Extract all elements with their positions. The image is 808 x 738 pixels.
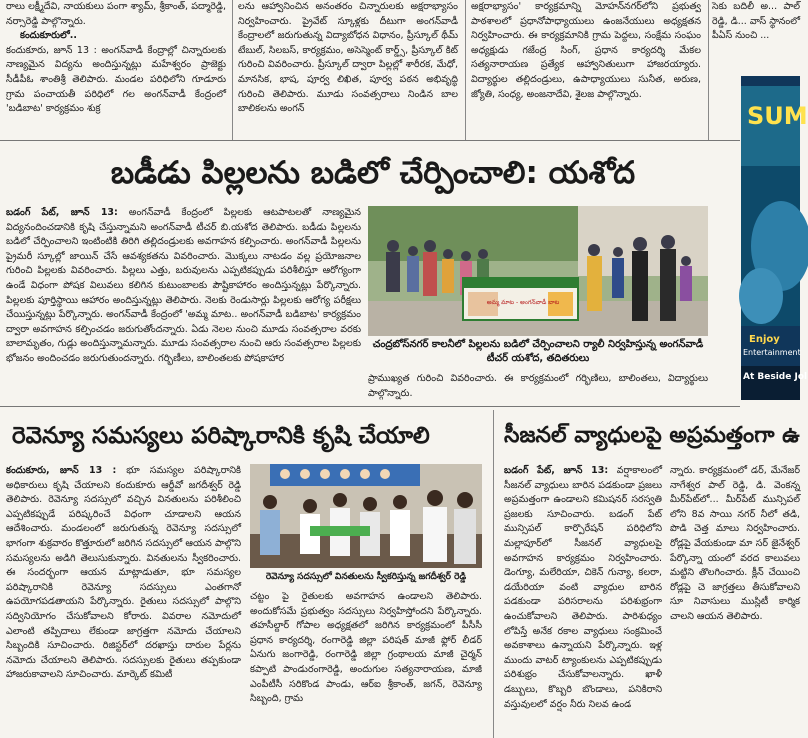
article1-body-continued [368, 372, 708, 404]
ad-line3: At Beside Jol [743, 372, 808, 382]
top-col1-subhead: కందుకూరులో.. [20, 30, 77, 42]
top-col3-text: అక్షరాభ్యాసం' కార్యక్రమాన్ని మోహన్‌నగర్‌లోని ప్రభుత్వ పాఠశాలలో ప్రధానోపాధ్యాయులు ఉంజనేయులు అధ్యక్షతన నిర్వహించారు. ఈ కార్యక్రమానికి గ్రామ పెద్దలు, సంక్షేమ సంఘం అధ్యక్షుడు గజేంద్ర సింగ్, ప్రధాన కార్యదర్శి మేకల సత్యనారాయణ ప్రత్యేక ఆహ్వానితులుగా హాజరయ్యారు. విద్యార్థుల తల్లిదండ్రులు, ఉపాధ్యాయులు సునీత, అరుణ, జ్యోతి, సంధ్య, అంజనాదేవి, శైలజ పాల్గొన్నారు. [471, 1, 701, 100]
article2-dateline: కందుకూరు, జూన్ 13 : [6, 465, 117, 476]
top-column-4 [712, 0, 800, 62]
rule [0, 140, 740, 141]
column-divider [708, 0, 709, 140]
column-divider [465, 0, 466, 140]
article3-dateline: బడంగ్ పేట్, జూన్ 13: [504, 465, 609, 476]
article1-dateline: బడంగ్ పేట్, జూన్ 13: [6, 207, 118, 218]
article2-body-col2 [250, 590, 482, 738]
article1-body-cont-text: ప్రాముఖ్యత గురించి వివరించారు. ఈ కార్యక్రమంలో గర్భిణిలు, బాలింతలు, విద్యార్థులు పాల్గొన్నారు. [368, 373, 708, 399]
article2-photo-caption: రెవెన్యూ సదస్సులో వినతులను స్వీకరిస్తున్న జగదీశ్వర్ రెడ్డి [265, 572, 467, 582]
article1-photo [368, 206, 708, 336]
article1-headline: బడీడు పిల్లలను బడిలో చేర్పించాలి: యశోద [110, 155, 636, 191]
column-divider [493, 410, 494, 738]
article3-headline: సీజనల్ వ్యాధులపై అప్రమత్తంగా ఉ [504, 423, 800, 448]
article2-body2-text: చట్టం పై రైతులకు అవగాహన ఉండాలని తెలిపారు. అందుకోసమే ప్రభుత్వం సదస్సులు నిర్వహిస్తోందని పేర్కొన్నారు. తహసీల్దార్ గోపాల అధ్యక్షతలో జరిగిన కార్యక్రమంలో పీసీసీ ప్రధాన కార్యదర్శి, రంగారెడ్డి జిల్లా పరిషత్ మాజీ ఫ్లోర్ లీడర్ ఏనుగు జంగారెడ్డి, రంగారెడ్డి జిల్లా గ్రంథాలయ మాజీ చైర్మన్ కప్పాటి పాండురంగారెడ్డి, అందుగుల సత్యనారాయణ, మాజీ ఎంపీటీసీ సరికొండ పాండు, ఆర్‌ఐ శ్రీకాంత్, జగన్, రెవెన్యూ సిబ్బంది, గ్రామ [250, 591, 482, 705]
banner-text: అమ్మ మాట - అంగన్‌వాడీ బాట [486, 299, 560, 306]
article2-photo [250, 464, 482, 568]
top-column-1 [6, 0, 226, 138]
article2-body [6, 464, 241, 738]
top-col2-text: లను ఆహ్వానించిన అనంతరం చిన్నారులకు అక్షరాభ్యాసం నిర్వహించారు. ప్రైవేట్ స్కూళ్లకు దీటుగా అంగన్‌వాడీ కేంద్రాలలో జరుగుతున్న విద్యాబోధన విధానం, ప్రీస్కూల్ థీమ్ టేబుల్, సిలబస్, కార్యక్రమం, అసెస్మెంట్ కార్డ్స్, ప్రీస్కూల్ కిట్ గురించి వివరించారు. ప్రీస్కూల్ ద్వారా పిల్లల్లో శారీరక, మేధో, మానసిక, భాష, పూర్వ లిఖిత, పూర్వ పఠన అభివృద్ధి గురించి తెలిపారు. మూడు సంవత్సరాలు నిండిన బాల బాలికలను అంగన్ [238, 1, 458, 115]
article1-body [6, 206, 361, 404]
top-col4-text: సెకు బదిలీ అ... పాల్ రెడ్డి, డి... వాస్ స్థానంలో పీఏస్ నుంచి ... [712, 1, 800, 42]
group-photo-image [368, 206, 708, 336]
ad-line2: Entertainment [743, 348, 801, 357]
article3-body [504, 464, 662, 738]
top-column-3 [471, 0, 701, 138]
advertisement [741, 76, 808, 400]
ad-line1: Enjoy [749, 334, 780, 345]
article3-body-text: వర్షాకాలంలో సీజనల్ వ్యాధులు బారిన పడకుండా ప్రజలు అప్రమత్తంగా ఉండాలని కమిషనర్ సరస్వతి ప్రజలకు సూచించారు. బడంగ్ పేట్ మున్సిపల్ కార్పొరేషన్ పరిధిలోని మల్లాపూర్‌లో సీజనల్ వ్యాధులపై అవగాహన కార్యక్రమం నిర్వహించారు. డెంగ్యూ, మలేరియా, చికెన్ గున్యా, కలరా, డయేరియా వంటి వ్యాధుల బారిన పడకుండా పరిసరాలను పరిశుభ్రంగా ఉంచుకోవాలని తెలిపారు. పారిశుధ్యం లోపిస్తే అనేక రకాల వ్యాధులు సంక్రమించే అవకాశాలు ఉన్నాయని పేర్కొన్నారు. ఇళ్ల ముందు వాటర్ ట్యాంకులను ఎప్పటికప్పుడు పరిశుభ్రం చేసుకోవాలన్నారు. ఖాళీ డబ్బులు, కొబ్బరి బొండాలు, పనికిరాని వస్తువులలో వర్షం నీరు నిలవ ఉండ [504, 465, 662, 710]
article3-body-col2 [670, 464, 800, 738]
article2-headline: రెవెన్యూ సమస్యలు పరిష్కారానికి కృషి చేయాలి [12, 423, 430, 449]
top-column-2 [238, 0, 458, 138]
top-col1-body: కందుకూరు, జూన్ 13 : అంగన్‌వాడీ కేంద్రాల్లో చిన్నారులకు నాణ్యమైన విద్యను అందిస్తున్నట్లు మహేశ్వరం ప్రాజెక్టు సీడీపీఓ శాంతిశ్రీ తెలిపారు. మండల పరిధిలోని గూడూరు గ్రామ పంచాయతీ పరిధిలో గల అంగన్‌వాడీ కేంద్రంలో 'బడిబాట' కార్యక్రమం శుక్ర [6, 44, 226, 115]
article1-photo-caption: చంద్రబోస్‌నగర్ కాలనీలో పిల్లలను బడిలో చేర్పించాలని ర్యాలీ నిర్వహిస్తున్న అంగన్‌వాడీ టీచర్ యశోద, తదితరులు [372, 339, 704, 364]
article1-body-text: అంగన్‌వాడీ కేంద్రంలో పిల్లలకు ఆటపాటలతో నాణ్యమైన విద్యనందించడానికి కృషి చేస్తున్నామని అంగన్‌వాడీ టీచర్ బి.యశోద తెలిపారు. బడీడు పిల్లలను బడిలో చేర్పించాలని ఇంటింటికి తిరిగి తల్లిదండ్రులకు అవగాహన కల్పించారు. అంగన్‌వాడీ పిల్లలను ప్రైమరీ స్కూల్లో జాయిన్ చేసే ఆవశ్యకతను వివరించారు. మొక్కలు నాటడం వల్ల ప్రయోజనాల గురించి పిల్లలకు వివరించారు. పిల్లలు ఎత్తు, బరువులను ఎప్పటికప్పుడు పరిశీలిస్తూ ఆరోగ్యంగా ఉండే విధంగా పోషక విలువలు కలిగిన కుటుంబాలకు పౌష్టికాహారం అందిస్తున్నట్లు పేర్కొన్నారు. పిల్లలకు పూర్తిస్థాయి ఆహారం అందిస్తున్నట్లు తెలిపారు. నెలకు రెండుసార్లు పిల్లలకు ఆరోగ్య పరీక్షలు చేయిస్తున్నట్లు పేర్కొన్నారు. అంగన్‌వాడీ కేంద్రంలో 'అమ్మ మాట.. అంగన్‌వాడీ బడిబాట' కార్యక్రమం ద్వారా అవగాహన కల్పించడం జరుగుతోందన్నారు. ఏడు నెలల నుంచి మూడు సంవత్సరాల వరకు బాలామృతం, గుడ్లు అందిస్తున్నామన్నారు. మూడు సంవత్సరాల నుంచి ఆరు సంవత్సరాల పిల్లలకు భోజనం అందించడం జరుగుతుందన్నారు. గర్భిణీలు, బాలింతలకు పోషకాహార [6, 207, 361, 364]
ad-title: SUM [747, 102, 808, 130]
top-col1-text: రాలు లక్ష్మీదేవి, నాయకులు పంగా శ్యామ్, శ్రీకాంత్, పద్మారెడ్డి, నర్సారెడ్డి పాల్గొన్నారు. [6, 1, 226, 27]
rule [0, 406, 740, 407]
column-divider [232, 0, 233, 140]
article2-body-text: భూ సమస్యల పరిష్కారానికి అధికారులు కృషి చేయాలని కందుకూరు ఆర్డీవో జగదీశ్వర్ రెడ్డి తెలిపారు. రెవెన్యూ సదస్సులో వచ్చిన వినతులను పరిశీలించి ఎప్పటికప్పుడే పరిష్కరించే విధంగా చూడాలని ఆయన ఆదేశించారు. మండలంలో జరుగుతున్న రెవెన్యూ సదస్సులో భాగంగా శుక్రవారం కొత్తూరులో జరిగిన సదస్సులో ఆయన పాల్గొని సమస్యలను అడిగి తెలుసుకున్నారు. వినతులను స్వీకరించారు. ఈ సందర్భంగా ఆయన మాట్లాడుతూ, భూ సమస్యల పరిష్కారానికి రెవెన్యూ సదస్సులు ఎంతగానో ఉపయోగపడతాయని పేర్కొన్నారు. రైతులు సదస్సులో పాల్గొని సద్వినియోగం చేసుకోవాలని కోరారు. వివరాల నమోదులో ఎలాంటి తప్పిదాలు లేకుండా జాగ్రత్తగా నమోదు చేయాలని సిబ్బందికి సూచించారు. రిజిస్టర్‌లో దరఖాస్తు దారుల పేర్లను నమోదు చేయాలని తెలిపారు. సదస్సులకు రైతులు తప్పకుండా హాజరుకావాలని సూచించారు. మార్కెట్ కమిటీ [6, 465, 241, 681]
article3-col2-text: న్నారు. కార్యక్రమంలో డర్, మేనేజర్ నాగేశ్వర పాల్ రెడ్డి, డి. వెంకన్న మీర్‌పేట్‌లో... మీర్‌పేట్ మున్సిపల్ లోని 8వ సాయి నగర్ నీలో తడి, పొడి చెత్త మాలు నిర్వహించారు. రోడ్లపై వేయకుండా మా సర్ జైనేశ్వర్ పేర్కొన్నా యంలో వరద కాలువలు మట్టిని తొలగించారు. క్లీన్ చేయించి రోడ్లపై చె జాగ్రత్తలు తీసుకోవాలని సూ నివాసులు ముస్లిటీ కార్మిక చాలని ఆయన తెలిపారు. [670, 465, 800, 622]
meeting-photo-image [250, 464, 482, 568]
